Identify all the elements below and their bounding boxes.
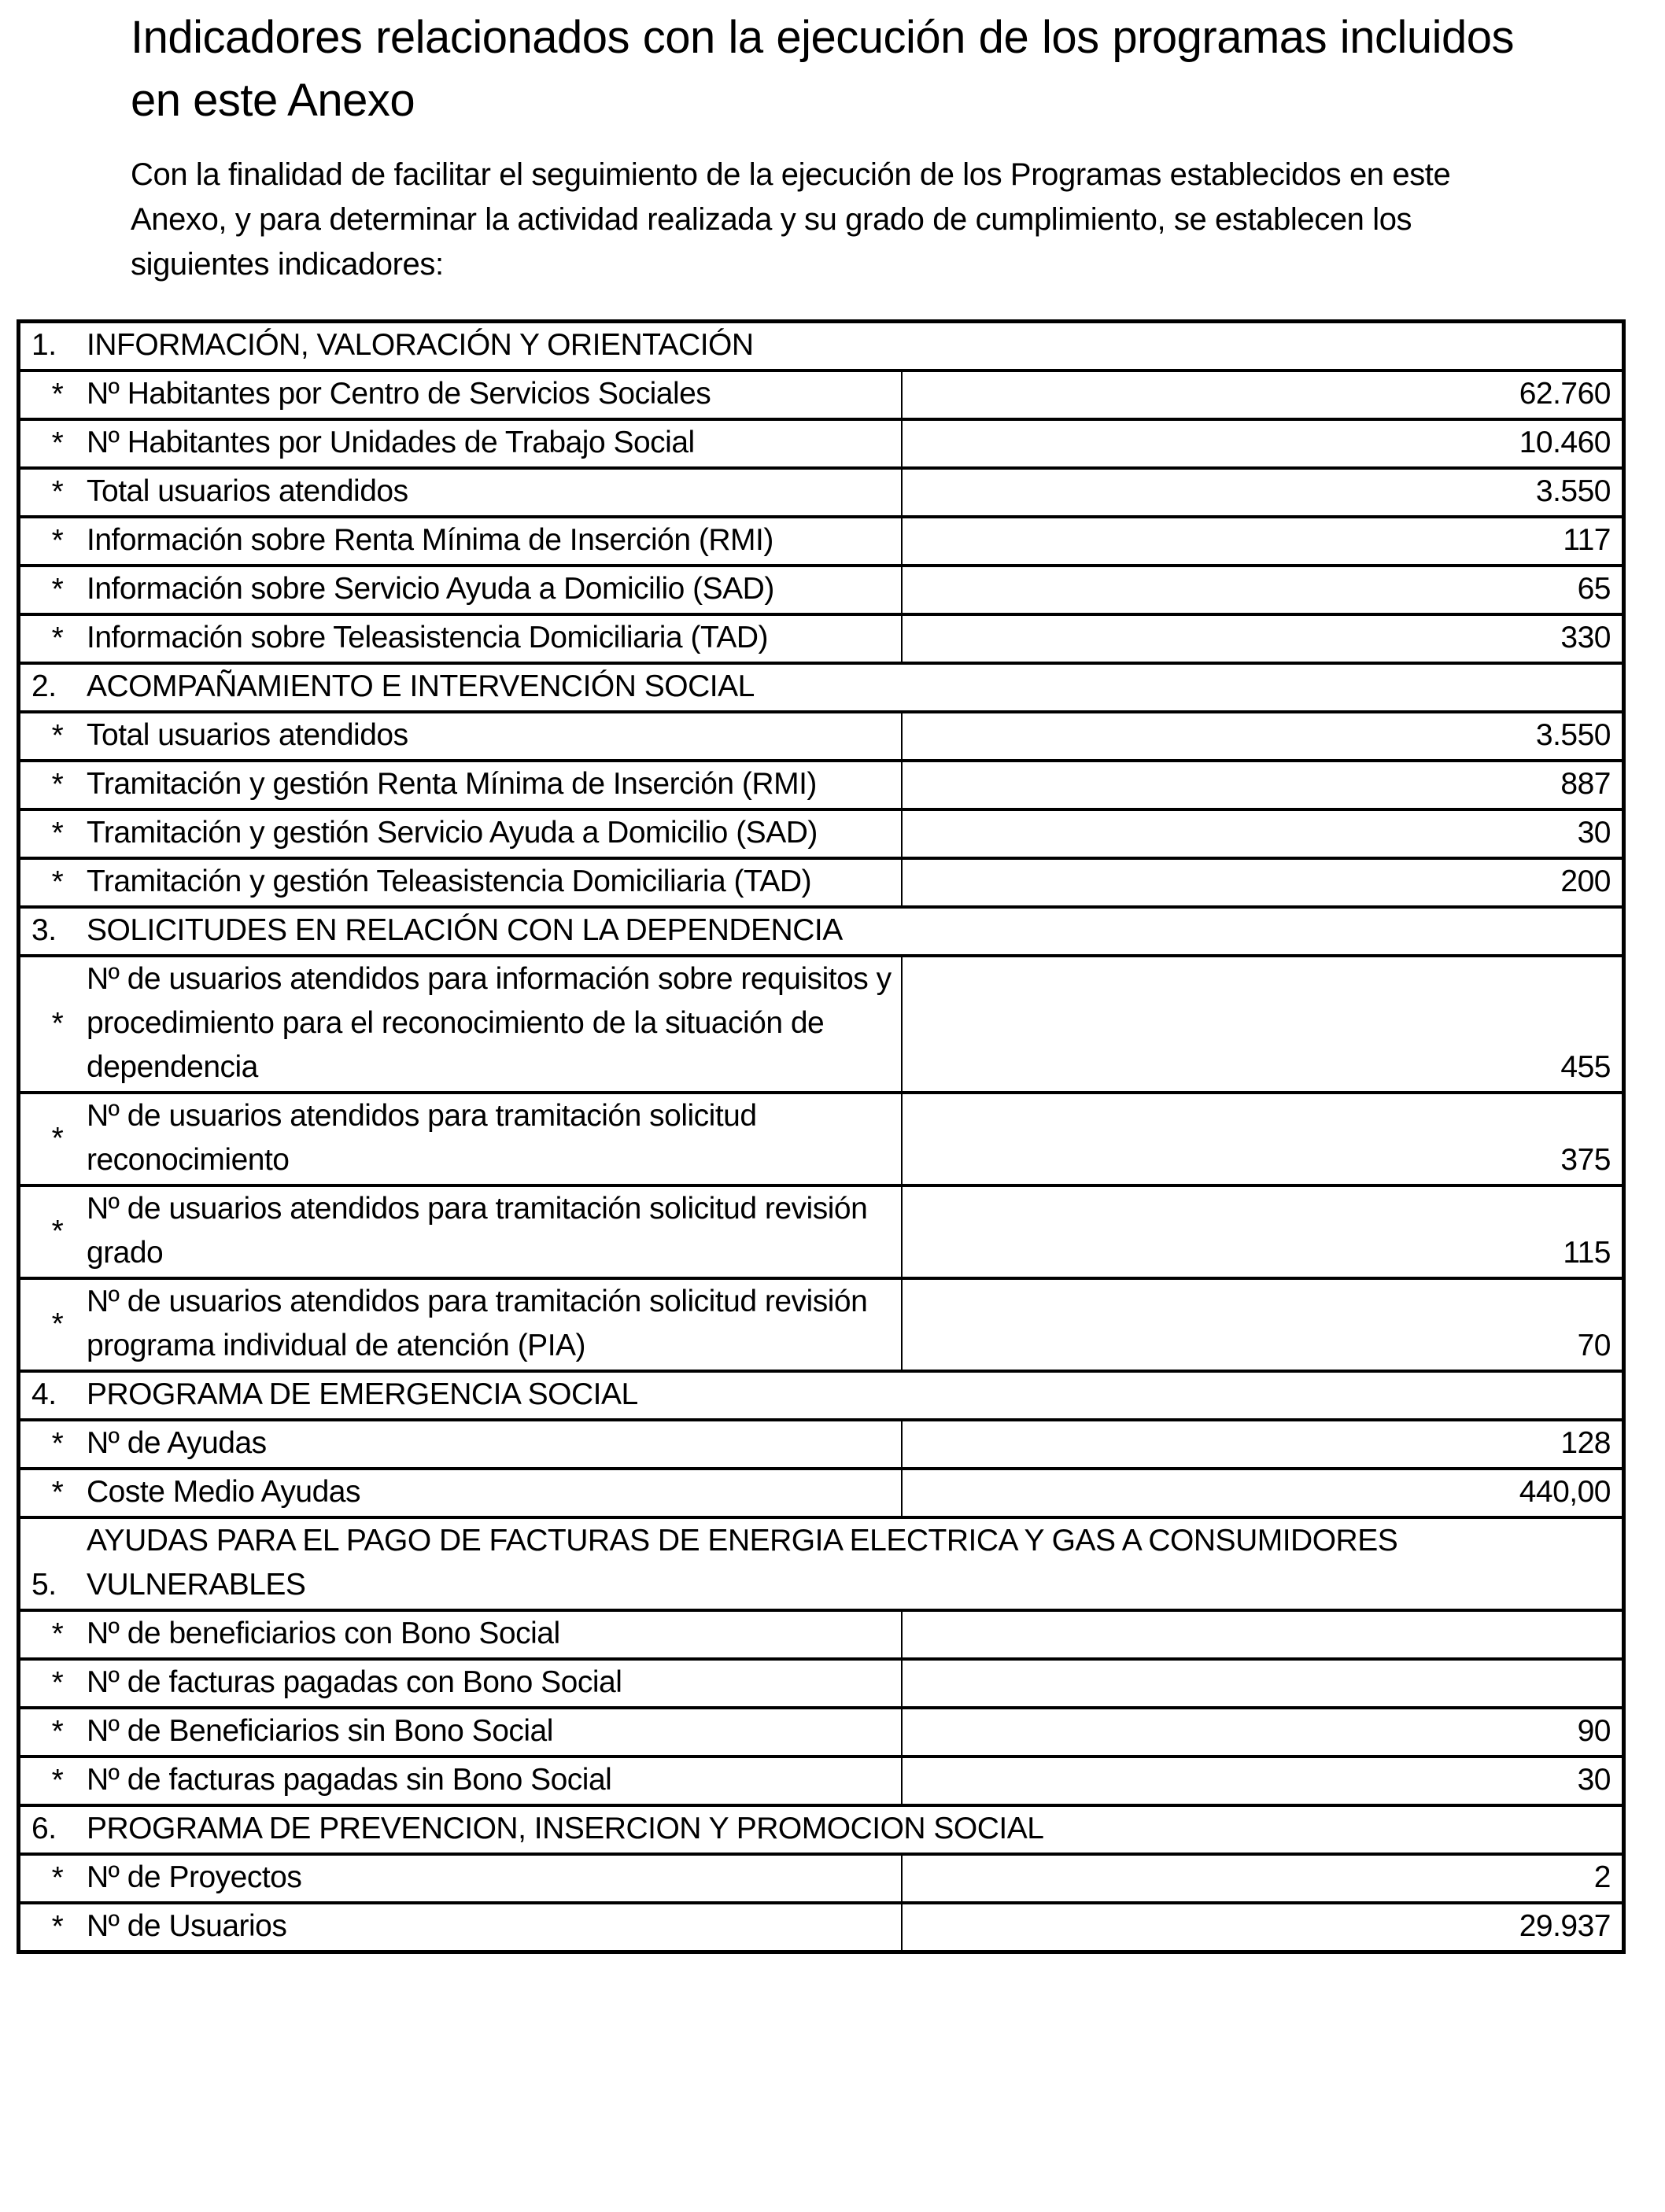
indicator-row	[19, 1659, 1624, 1708]
indicator-row	[19, 956, 1624, 1093]
section-header-row	[19, 1805, 1624, 1854]
indicator-label: Coste Medio Ayudas	[87, 1469, 902, 1517]
bullet-asterisk: *	[19, 1757, 87, 1805]
indicator-row	[19, 1757, 1624, 1805]
indicator-label: Nº de beneficiarios con Bono Social	[87, 1610, 902, 1659]
indicator-label: Nº de usuarios atendidos para tramitación solicitud reconocimiento	[87, 1093, 902, 1185]
section-number: 6.	[19, 1805, 87, 1854]
indicator-value: 3.550	[902, 712, 1624, 761]
indicator-value	[902, 1659, 1624, 1708]
indicator-value: 200	[902, 858, 1624, 907]
page-title: Indicadores relacionados con la ejecución de los programas incluidos en este Anexo	[131, 12, 1514, 126]
indicator-row	[19, 1610, 1624, 1659]
indicator-value: 30	[902, 1757, 1624, 1805]
bullet-asterisk: *	[19, 1185, 87, 1278]
indicator-label: Nº Habitantes por Centro de Servicios Sociales	[87, 371, 902, 419]
indicator-label: Información sobre Teleasistencia Domiciliaria (TAD)	[87, 614, 902, 663]
indicator-row	[19, 712, 1624, 761]
indicator-label: Información sobre Renta Mínima de Inserción (RMI)	[87, 517, 902, 566]
section-header-row	[19, 322, 1624, 371]
indicator-row	[19, 1469, 1624, 1517]
indicator-label: Nº de facturas pagadas sin Bono Social	[87, 1757, 902, 1805]
indicator-row	[19, 761, 1624, 809]
indicator-value: 115	[902, 1185, 1624, 1278]
intro-paragraph: Con la finalidad de facilitar el seguimiento de la ejecución de los Programas establecidos en este Anexo, y para determinar la actividad realizada y su grado de cumplimiento, se establecen los siguientes indicadores:	[131, 157, 1451, 282]
indicator-value: 3.550	[902, 468, 1624, 517]
bullet-asterisk: *	[19, 419, 87, 468]
indicator-row	[19, 809, 1624, 858]
indicator-row	[19, 1420, 1624, 1469]
section-number: 1.	[19, 322, 87, 371]
bullet-asterisk: *	[19, 468, 87, 517]
indicator-value: 29.937	[902, 1903, 1624, 1952]
section-header-row	[19, 907, 1624, 956]
bullet-asterisk: *	[19, 1708, 87, 1757]
indicator-value	[902, 1610, 1624, 1659]
indicator-label: Nº de Beneficiarios sin Bono Social	[87, 1708, 902, 1757]
indicator-value: 455	[902, 956, 1624, 1093]
section-title: SOLICITUDES EN RELACIÓN CON LA DEPENDENCIA	[87, 907, 1624, 956]
bullet-asterisk: *	[19, 1659, 87, 1708]
indicator-value: 90	[902, 1708, 1624, 1757]
bullet-asterisk: *	[19, 566, 87, 614]
indicator-label: Tramitación y gestión Teleasistencia Domiciliaria (TAD)	[87, 858, 902, 907]
indicator-value: 65	[902, 566, 1624, 614]
indicator-label: Nº de Ayudas	[87, 1420, 902, 1469]
indicator-label: Nº de usuarios atendidos para tramitación solicitud revisión grado	[87, 1185, 902, 1278]
bullet-asterisk: *	[19, 1278, 87, 1371]
section-title: INFORMACIÓN, VALORACIÓN Y ORIENTACIÓN	[87, 322, 1624, 371]
indicator-label: Nº de Proyectos	[87, 1854, 902, 1903]
indicator-row	[19, 614, 1624, 663]
indicator-value: 62.760	[902, 371, 1624, 419]
indicator-row	[19, 1708, 1624, 1757]
section-number: 5.	[19, 1517, 87, 1610]
indicator-value: 128	[902, 1420, 1624, 1469]
indicator-row	[19, 517, 1624, 566]
indicator-row	[19, 566, 1624, 614]
indicator-label: Nº de facturas pagadas con Bono Social	[87, 1659, 902, 1708]
indicator-value: 10.460	[902, 419, 1624, 468]
section-header-row	[19, 1371, 1624, 1420]
bullet-asterisk: *	[19, 1610, 87, 1659]
bullet-asterisk: *	[19, 614, 87, 663]
section-number: 3.	[19, 907, 87, 956]
indicator-value: 440,00	[902, 1469, 1624, 1517]
bullet-asterisk: *	[19, 1903, 87, 1952]
indicator-label: Información sobre Servicio Ayuda a Domicilio (SAD)	[87, 566, 902, 614]
section-title: PROGRAMA DE PREVENCION, INSERCION Y PROMOCION SOCIAL	[87, 1805, 1624, 1854]
indicator-label: Total usuarios atendidos	[87, 468, 902, 517]
bullet-asterisk: *	[19, 1854, 87, 1903]
indicator-value: 330	[902, 614, 1624, 663]
bullet-asterisk: *	[19, 809, 87, 858]
section-number: 4.	[19, 1371, 87, 1420]
indicator-row	[19, 1854, 1624, 1903]
bullet-asterisk: *	[19, 1420, 87, 1469]
indicator-value: 70	[902, 1278, 1624, 1371]
bullet-asterisk: *	[19, 517, 87, 566]
indicator-row	[19, 419, 1624, 468]
indicator-row	[19, 1093, 1624, 1185]
bullet-asterisk: *	[19, 1469, 87, 1517]
indicator-label: Total usuarios atendidos	[87, 712, 902, 761]
section-header-row	[19, 1517, 1624, 1610]
bullet-asterisk: *	[19, 371, 87, 419]
section-title: AYUDAS PARA EL PAGO DE FACTURAS DE ENERGIA ELECTRICA Y GAS A CONSUMIDORES VULNERABLES	[87, 1517, 1624, 1610]
section-header-row	[19, 663, 1624, 712]
section-number: 2.	[19, 663, 87, 712]
indicator-label: Nº de usuarios atendidos para tramitación solicitud revisión programa individual de atención (PIA)	[87, 1278, 902, 1371]
indicator-row	[19, 858, 1624, 907]
indicator-row	[19, 1903, 1624, 1952]
bullet-asterisk: *	[19, 1093, 87, 1185]
indicator-value: 2	[902, 1854, 1624, 1903]
indicator-value: 30	[902, 809, 1624, 858]
bullet-asterisk: *	[19, 956, 87, 1093]
bullet-asterisk: *	[19, 712, 87, 761]
indicator-value: 117	[902, 517, 1624, 566]
indicator-label: Tramitación y gestión Servicio Ayuda a Domicilio (SAD)	[87, 809, 902, 858]
indicator-row	[19, 371, 1624, 419]
indicator-row	[19, 468, 1624, 517]
indicator-label: Nº de usuarios atendidos para información sobre requisitos y procedimiento para el reconocimiento de la situación de dependencia	[87, 956, 902, 1093]
bullet-asterisk: *	[19, 858, 87, 907]
indicators-table	[17, 319, 1626, 1954]
bullet-asterisk: *	[19, 761, 87, 809]
indicator-label: Tramitación y gestión Renta Mínima de Inserción (RMI)	[87, 761, 902, 809]
section-title: PROGRAMA DE EMERGENCIA SOCIAL	[87, 1371, 1624, 1420]
indicator-row	[19, 1278, 1624, 1371]
indicator-row	[19, 1185, 1624, 1278]
indicator-label: Nº de Usuarios	[87, 1903, 902, 1952]
indicator-value: 375	[902, 1093, 1624, 1185]
section-title: ACOMPAÑAMIENTO E INTERVENCIÓN SOCIAL	[87, 663, 1624, 712]
indicator-label: Nº Habitantes por Unidades de Trabajo Social	[87, 419, 902, 468]
indicator-value: 887	[902, 761, 1624, 809]
